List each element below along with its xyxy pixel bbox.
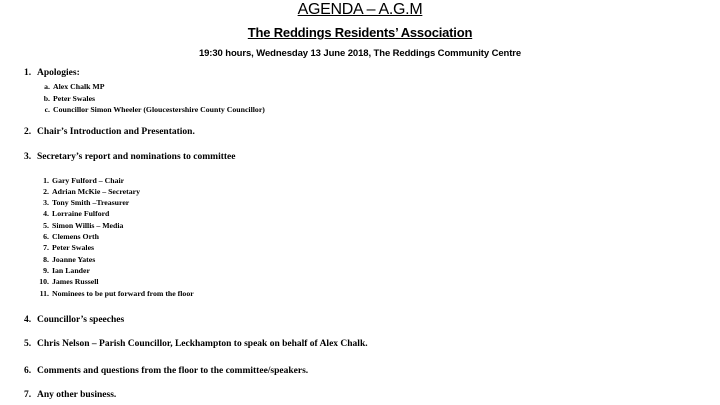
nominee-number: 6. [43,232,49,241]
nominee-item [35,232,99,241]
meeting-details: 19:30 hours, Wednesday 13 June 2018, The Reddings Community Centre [198,48,522,59]
nominee-number: 10. [39,277,49,286]
nominee-text: Lorraine Fulford [52,209,110,218]
nominee-text: Ian Lander [52,266,90,275]
apology-item [36,82,105,91]
item-number: 5. [24,339,32,349]
nominee-item [35,176,124,185]
item-text: Any other business. [37,390,117,400]
item-text: Secretary’s report and nominations to committee [37,152,236,162]
agenda-title: AGENDA – A.G.M [297,1,423,18]
nominee-text: James Russell [52,277,99,286]
nominee-number: 4. [43,209,49,218]
nominee-item [35,221,123,230]
nominee-item [35,255,95,264]
item-text: Councillor’s speeches [37,315,125,325]
association-name: The Reddings Residents’ Association [247,25,473,40]
agenda-item-councillor-speeches [24,315,124,325]
nominee-item [35,187,140,196]
item-text: Chris Nelson – Parish Councillor, Leckhampton to speak on behalf of Alex Chalk. [37,339,368,349]
sub-item-text: Councillor Simon Wheeler (Gloucestershire County Councillor) [53,105,265,114]
agenda-item-apologies [24,68,80,78]
nominee-item [35,266,90,275]
item-number: 2. [24,127,32,137]
nominee-text: Peter Swales [52,243,95,252]
nominee-text: Adrian McKie – Secretary [52,187,140,196]
nominee-number: 11. [39,289,49,298]
apology-item [36,94,95,103]
agenda-item-secretary-report [24,152,236,162]
agenda-item-comments [24,366,308,376]
nominee-text: Clemens Orth [52,232,99,241]
sub-item-letter: b. [43,94,50,103]
nominee-number: 8. [43,255,49,264]
nominee-item [35,209,109,218]
nominee-item [35,277,99,286]
item-number: 7. [24,390,32,400]
sub-item-text: Alex Chalk MP [53,82,105,91]
nominee-number: 2. [43,187,49,196]
item-number: 6. [24,366,32,376]
nominee-text: Nominees to be put forward from the floor [52,289,194,298]
nominee-item [35,198,129,207]
sub-item-letter: c. [44,105,50,114]
nominee-text: Joanne Yates [52,255,96,264]
nominee-number: 1. [43,176,49,185]
nominee-item [35,289,194,298]
nominee-number: 3. [43,198,49,207]
nominee-number: 5. [43,221,49,230]
agenda-item-parish-councillor [24,339,368,349]
sub-item-text: Peter Swales [53,94,96,103]
item-text: Comments and questions from the floor to the committee/speakers. [37,366,309,376]
nominee-text: Tony Smith –Treasurer [52,198,130,207]
nominee-item [35,243,94,252]
item-text: Apologies: [37,68,80,78]
item-text: Chair’s Introduction and Presentation. [37,127,195,137]
item-number: 4. [24,315,32,325]
agenda-item-aob [24,390,116,400]
nominee-text: Simon Willis – Media [52,221,124,230]
sub-item-letter: a. [44,82,50,91]
apology-item [36,105,265,114]
nominee-number: 7. [43,243,49,252]
item-number: 3. [24,152,32,162]
nominee-text: Gary Fulford – Chair [52,176,125,185]
item-number: 1. [24,68,32,78]
agenda-item-introduction [24,127,195,137]
nominee-number: 9. [43,266,49,275]
